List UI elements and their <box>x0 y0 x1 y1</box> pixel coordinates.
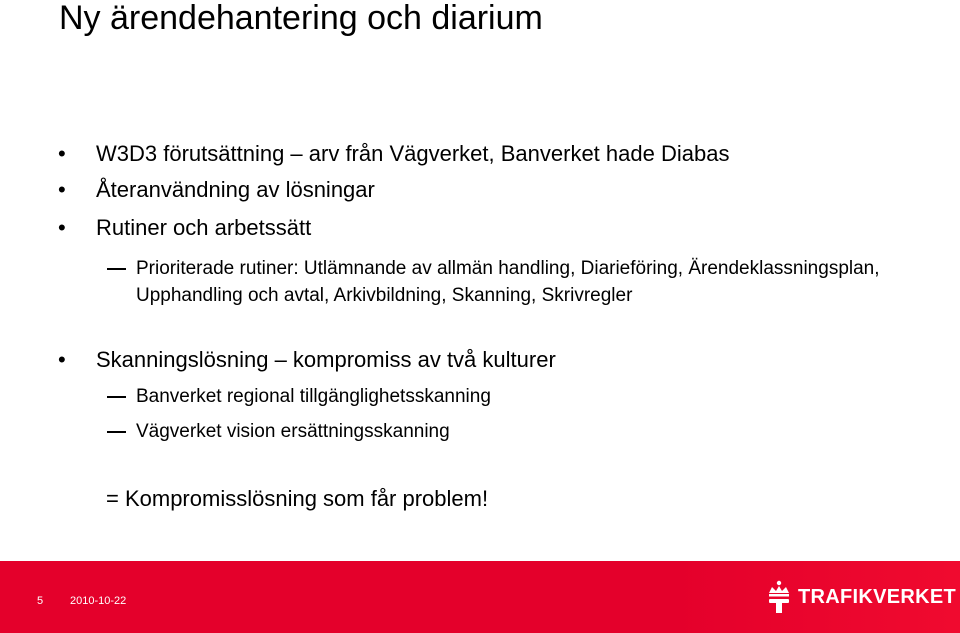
bullet-item <box>58 141 730 167</box>
sub-bullet-text: Vägverket vision ersättningsskanning <box>136 421 450 442</box>
dash-marker <box>107 268 126 270</box>
bullet-text: Skanningslösning – kompromiss av två kulturer <box>96 347 556 372</box>
trafikverket-logo <box>766 579 956 615</box>
bullet-item <box>58 177 375 203</box>
dash-marker <box>107 396 126 398</box>
page-number: 5 <box>37 595 44 607</box>
bullet-text: Rutiner och arbetssätt <box>96 215 312 240</box>
footer-date: 2010-10-22 <box>70 595 127 607</box>
footer-bar <box>0 561 960 633</box>
dash-marker <box>107 431 126 433</box>
bullet-dot: • <box>58 177 66 202</box>
sub-bullet-text: Banverket regional tillgänglighetsskanning <box>136 386 491 407</box>
bullet-item <box>58 347 556 373</box>
slide-title: Ny ärendehantering och diarium <box>59 0 543 37</box>
sub-bullet-text: Prioriterade rutiner: Utlämnande av allmän handling, Diarieföring, Ärendeklassningsplan, Upphandling och avtal, Arkivbildning, Skanning, Skrivregler <box>136 258 880 306</box>
bullet-dot: • <box>58 141 66 166</box>
bullet-text: Återanvändning av lösningar <box>96 177 375 202</box>
logo-text: TRAFIKVERKET <box>798 585 957 608</box>
sub-bullet-item <box>136 418 916 445</box>
conclusion-text: = Kompromisslösning som får problem! <box>106 486 489 511</box>
sub-bullet-item <box>136 255 916 309</box>
sub-bullet-item <box>136 383 916 410</box>
bullet-dot: • <box>58 347 66 372</box>
bullet-dot: • <box>58 215 66 240</box>
bullet-text: W3D3 förutsättning – arv från Vägverket, Banverket hade Diabas <box>96 141 730 166</box>
crown-icon <box>766 580 792 614</box>
bullet-item <box>58 215 312 241</box>
